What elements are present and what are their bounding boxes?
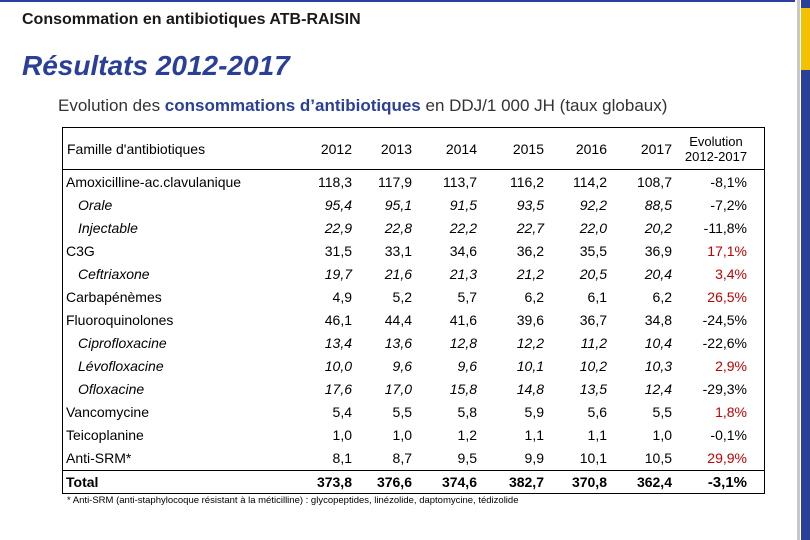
- table-row: [62, 263, 765, 286]
- cell-value: 46,1: [324, 312, 352, 328]
- row-label: Injectable: [78, 220, 138, 236]
- cell-value: 22,0: [579, 220, 607, 236]
- column-header-year: 2014: [445, 141, 477, 157]
- cell-evolution: -11,8%: [703, 220, 747, 236]
- cell-value: 362,4: [636, 474, 672, 490]
- column-header-year: 2017: [640, 141, 672, 157]
- cell-value: 20,5: [579, 266, 607, 282]
- cell-value: 20,2: [644, 220, 672, 236]
- row-label: Ofloxacine: [78, 381, 145, 397]
- cell-value: 22,9: [324, 220, 352, 236]
- cell-value: 19,7: [324, 266, 352, 282]
- cell-value: 15,8: [449, 381, 477, 397]
- cell-value: 34,8: [644, 312, 672, 328]
- cell-value: 22,7: [516, 220, 544, 236]
- cell-value: 1,1: [587, 427, 607, 443]
- cell-value: 6,1: [587, 289, 607, 305]
- table-subtitle: [58, 96, 667, 116]
- table-row: [62, 424, 765, 447]
- cell-value: 9,9: [524, 450, 544, 466]
- table-row: [62, 447, 765, 470]
- cell-value: 4,9: [332, 289, 352, 305]
- cell-value: 17,6: [324, 381, 352, 397]
- cell-evolution: 29,9%: [707, 450, 747, 466]
- cell-value: 20,4: [644, 266, 672, 282]
- cell-value: 10,0: [324, 358, 352, 374]
- table-row: [62, 240, 765, 263]
- cell-value: 31,5: [324, 243, 352, 259]
- table-row: [62, 355, 765, 378]
- row-label: Amoxicilline-ac.clavulanique: [66, 174, 242, 190]
- cell-value: 1,0: [392, 427, 412, 443]
- cell-value: 8,1: [332, 450, 352, 466]
- cell-value: 118,3: [318, 174, 352, 190]
- column-header-evolution: [680, 134, 752, 164]
- cell-value: 13,6: [384, 335, 412, 351]
- cell-value: 5,8: [457, 404, 477, 420]
- table-row: [62, 401, 765, 424]
- table-row-total: [62, 471, 765, 494]
- cell-evolution: -22,6%: [702, 335, 747, 351]
- cell-value: 382,7: [508, 474, 544, 490]
- cell-value: 370,8: [571, 474, 607, 490]
- cell-value: 376,6: [376, 474, 412, 490]
- cell-value: 10,2: [579, 358, 607, 374]
- cell-value: 14,8: [516, 381, 544, 397]
- column-header-year: 2012: [320, 141, 352, 157]
- cell-value: 117,9: [378, 174, 412, 190]
- column-header-family: Famille d'antibiotiques: [67, 141, 206, 157]
- cell-value: 44,4: [384, 312, 412, 328]
- cell-evolution: -29,3%: [702, 381, 747, 397]
- cell-value: 1,2: [457, 427, 477, 443]
- cell-value: 92,2: [579, 197, 607, 213]
- cell-value: 10,5: [644, 450, 672, 466]
- row-label: Anti-SRM*: [66, 450, 132, 466]
- cell-value: 33,1: [384, 243, 412, 259]
- header-divider: [62, 169, 765, 170]
- cell-value: 12,2: [516, 335, 544, 351]
- column-header-year: 2013: [380, 141, 412, 157]
- cell-value: 11,2: [580, 335, 607, 351]
- cell-value: 113,7: [443, 174, 477, 190]
- cell-value: 6,2: [652, 289, 672, 305]
- cell-value: 5,7: [457, 289, 477, 305]
- table-row: [62, 378, 765, 401]
- row-label: Lévofloxacine: [78, 358, 164, 374]
- cell-value: 17,0: [384, 381, 412, 397]
- page-title: Résultats 2012-2017: [22, 50, 290, 81]
- table-row: [62, 286, 765, 309]
- table-row: [62, 309, 765, 332]
- cell-value: 34,6: [449, 243, 477, 259]
- cell-value: 22,2: [449, 220, 477, 236]
- cell-value: 22,8: [384, 220, 412, 236]
- row-label: Orale: [78, 197, 113, 213]
- cell-value: 12,8: [449, 335, 477, 351]
- cell-value: 5,2: [392, 289, 412, 305]
- cell-value: 12,4: [644, 381, 672, 397]
- row-label: Total: [66, 474, 99, 490]
- side-accent-bar-blue: [801, 0, 810, 540]
- column-header-year: 2016: [575, 141, 607, 157]
- side-accent-bar-gray: [797, 0, 800, 540]
- side-accent-bar-yellow: [801, 8, 810, 70]
- evolution-period: 2012-2017: [684, 149, 748, 164]
- cell-value: 10,4: [644, 335, 672, 351]
- cell-value: 374,6: [441, 474, 477, 490]
- cell-evolution: 2,9%: [715, 358, 747, 374]
- row-label: Teicoplanine: [66, 427, 144, 443]
- table-row: [62, 217, 765, 240]
- column-header-year: 2015: [512, 141, 544, 157]
- cell-evolution: 1,8%: [715, 404, 747, 420]
- cell-value: 9,6: [392, 358, 412, 374]
- cell-evolution: 26,5%: [707, 289, 747, 305]
- subtitle-post: en DDJ/1 000 JH (taux globaux): [420, 96, 668, 115]
- row-label: Ciprofloxacine: [78, 335, 167, 351]
- cell-value: 95,1: [384, 197, 412, 213]
- cell-value: 91,5: [449, 197, 477, 213]
- cell-value: 39,6: [516, 312, 544, 328]
- cell-value: 5,4: [332, 404, 352, 420]
- cell-value: 21,2: [516, 266, 544, 282]
- cell-evolution: -3,1%: [707, 474, 747, 491]
- cell-value: 373,8: [316, 474, 352, 490]
- cell-value: 5,9: [524, 404, 544, 420]
- cell-value: 5,5: [392, 404, 412, 420]
- top-rule: [0, 0, 795, 2]
- cell-evolution: -0,1%: [710, 427, 747, 443]
- cell-value: 1,1: [524, 427, 544, 443]
- cell-evolution: -8,1%: [710, 174, 747, 190]
- cell-value: 8,7: [392, 450, 412, 466]
- cell-value: 116,2: [510, 174, 544, 190]
- cell-value: 36,2: [516, 243, 544, 259]
- cell-value: 6,2: [524, 289, 544, 305]
- cell-value: 9,6: [457, 358, 477, 374]
- cell-value: 95,4: [324, 197, 352, 213]
- cell-value: 108,7: [636, 174, 672, 190]
- cell-value: 21,3: [449, 266, 477, 282]
- cell-value: 1,0: [652, 427, 672, 443]
- cell-evolution: -7,2%: [710, 197, 747, 213]
- cell-value: 5,5: [652, 404, 672, 420]
- cell-evolution: 17,1%: [707, 243, 747, 259]
- subtitle-pre: Evolution des: [58, 96, 165, 115]
- cell-value: 35,5: [579, 243, 607, 259]
- table-row: [62, 194, 765, 217]
- cell-value: 36,9: [644, 243, 672, 259]
- header-title: Consommation en antibiotiques ATB-RAISIN: [22, 11, 361, 28]
- cell-value: 10,1: [579, 450, 607, 466]
- table-row: [62, 332, 765, 355]
- cell-value: 21,6: [384, 266, 412, 282]
- cell-value: 41,6: [449, 312, 477, 328]
- cell-value: 88,5: [644, 197, 672, 213]
- cell-value: 13,5: [579, 381, 607, 397]
- cell-value: 10,1: [516, 358, 544, 374]
- cell-value: 114,2: [573, 174, 607, 190]
- cell-value: 10,3: [644, 358, 672, 374]
- row-label: C3G: [66, 243, 95, 259]
- row-label: Carbapénèmes: [66, 289, 162, 305]
- cell-value: 5,6: [587, 404, 607, 420]
- cell-evolution: 3,4%: [715, 266, 747, 282]
- cell-value: 9,5: [457, 450, 477, 466]
- row-label: Ceftriaxone: [78, 266, 150, 282]
- subtitle-bold: consommations d’antibiotiques: [164, 96, 421, 115]
- footnote: * Anti-SRM (anti-staphylocoque résistant à la méticilline) : glycopeptides, linézolide, daptomycine, tédizolide: [67, 495, 519, 506]
- row-label: Fluoroquinolones: [66, 312, 174, 328]
- cell-evolution: -24,5%: [702, 312, 747, 328]
- table-row: [62, 171, 765, 194]
- row-label: Vancomycine: [66, 404, 150, 420]
- cell-value: 1,0: [332, 427, 352, 443]
- cell-value: 13,4: [324, 335, 352, 351]
- evolution-label: Evolution: [689, 134, 743, 149]
- cell-value: 36,7: [579, 312, 607, 328]
- cell-value: 93,5: [516, 197, 544, 213]
